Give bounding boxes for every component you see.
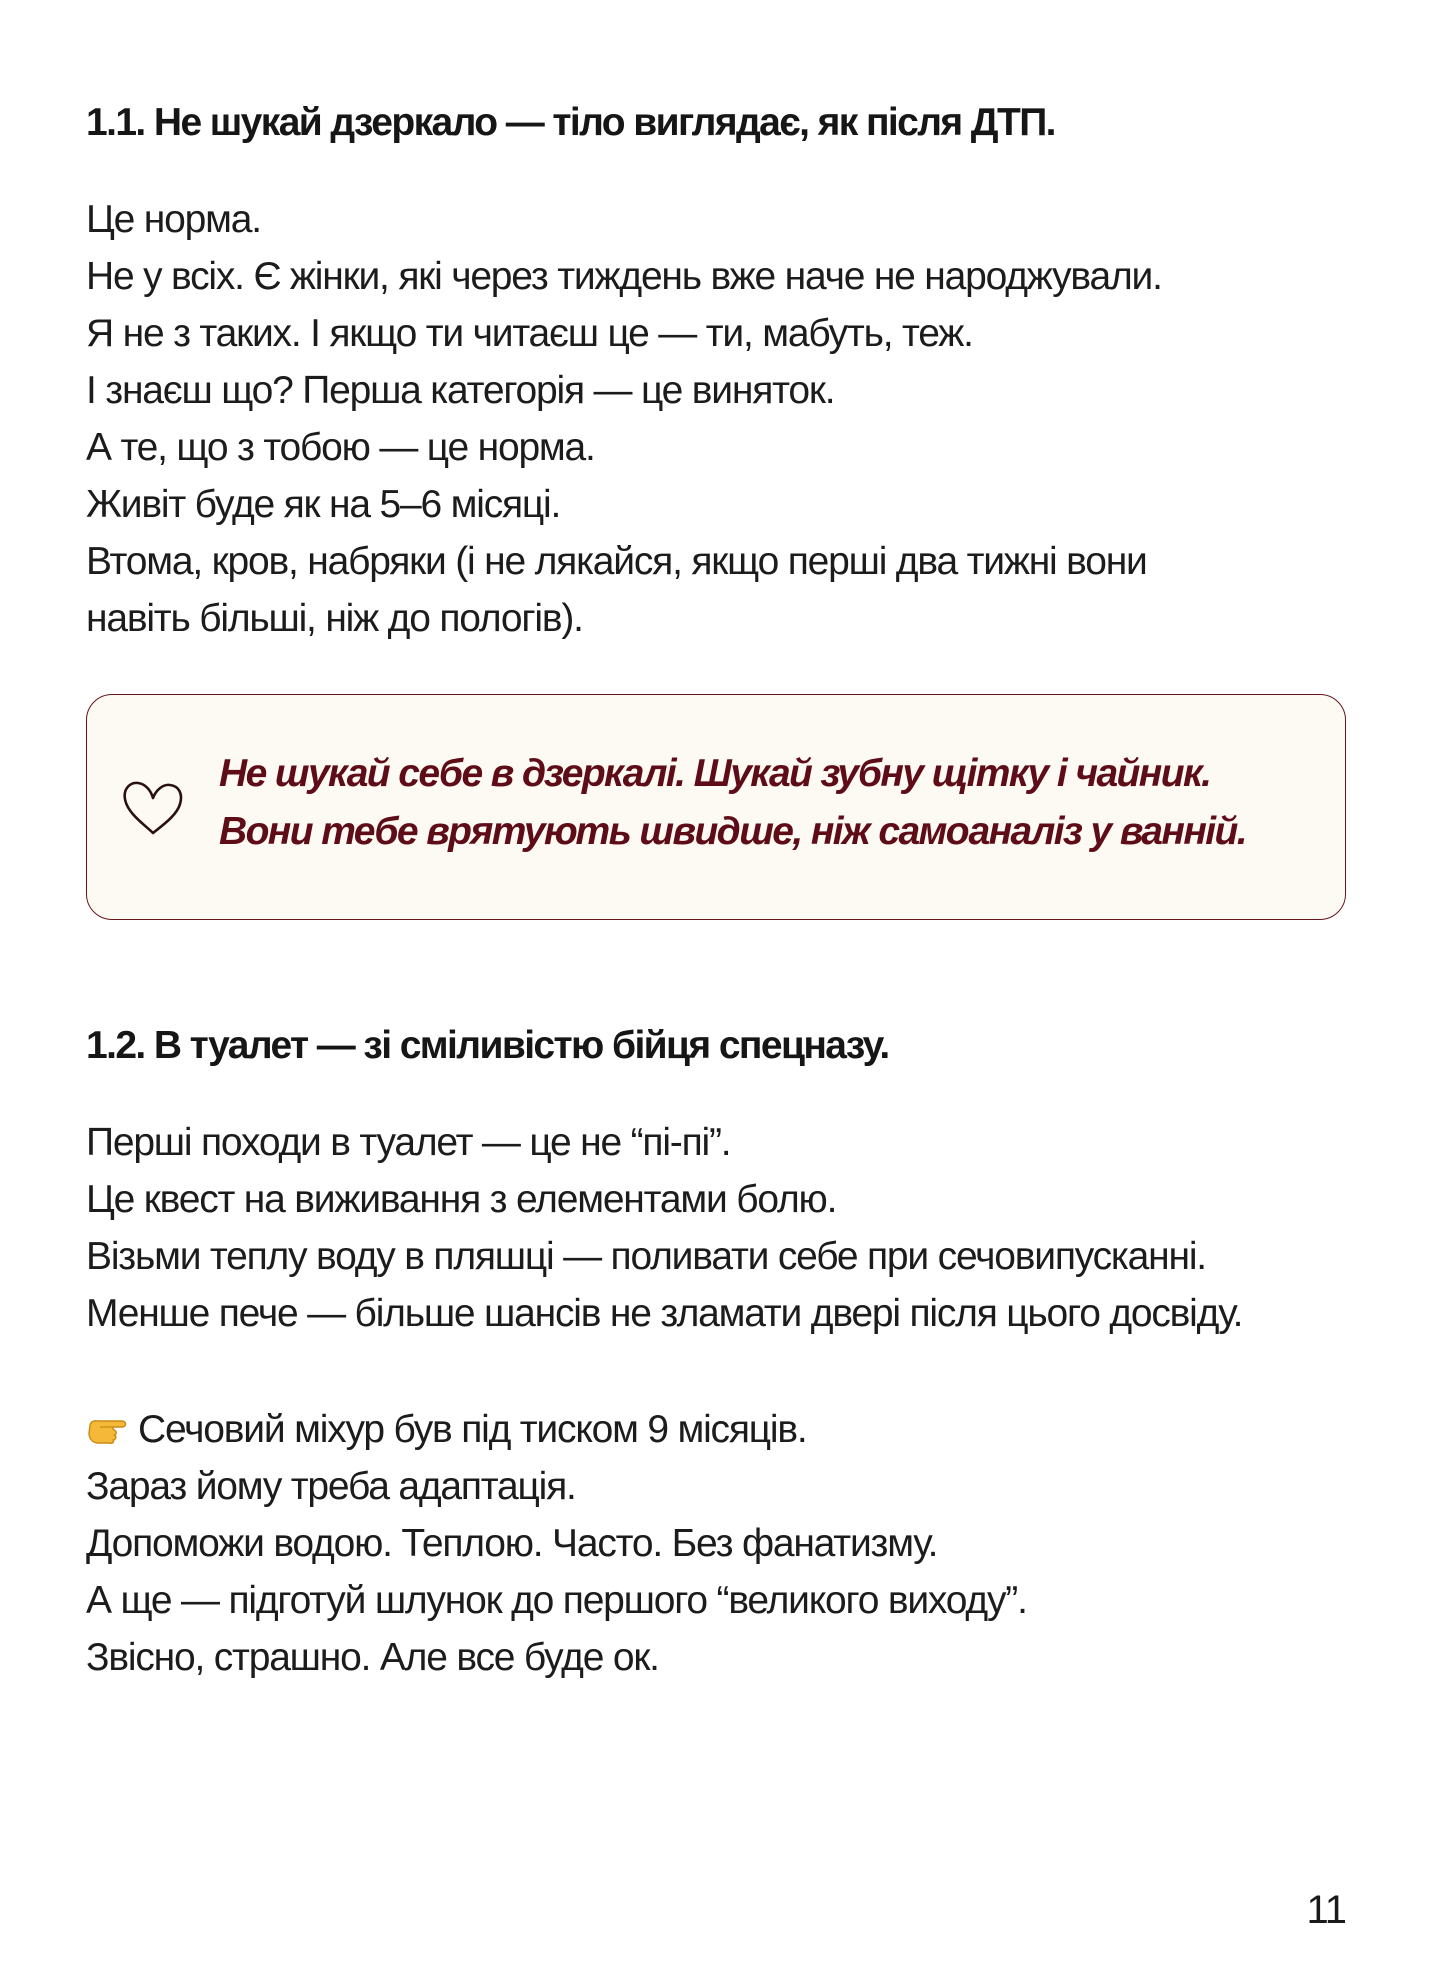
- section-1-1-line: навіть більші, ніж до пологів).: [86, 597, 583, 640]
- section-1-1-line: А те, що з тобою — це норма.: [86, 426, 595, 469]
- section-1-1-heading: 1.1. Не шукай дзеркало — тіло виглядає, як після ДТП.: [86, 101, 1055, 144]
- quote-callout: [86, 694, 1346, 920]
- section-1-1-line: Це норма.: [86, 198, 261, 241]
- section-1-2-body: [86, 1114, 1386, 1342]
- section-1-1-line: Живіт буде як на 5–6 місяці.: [86, 483, 561, 526]
- section-1-2-tip: [86, 1401, 1386, 1686]
- heart-outline-icon: [119, 777, 187, 839]
- section-1-2-line: Візьми теплу воду в пляшці — поливати себе при сечовипусканні.: [86, 1235, 1206, 1278]
- section-1-1-line: Не у всіх. Є жінки, які через тиждень вже наче не народжували.: [86, 255, 1162, 298]
- section-1-1-line: І знаєш що? Перша категорія — це виняток.: [86, 369, 835, 412]
- tip-first-line-text: Сечовий міхур був під тиском 9 місяців.: [138, 1408, 807, 1451]
- callout-text: [219, 745, 1246, 861]
- page-number: 11: [1306, 1888, 1346, 1932]
- callout-line: Вони тебе врятують швидше, ніж самоаналіз у ванній.: [219, 810, 1247, 853]
- pointing-hand-icon: [86, 1416, 130, 1444]
- section-1-1-body: [86, 191, 1386, 647]
- tip-first-line: [86, 1401, 1386, 1458]
- section-1-1-line: Втома, кров, набряки (і не лякайся, якщо перші два тижні вони: [86, 540, 1147, 583]
- tip-line: Звісно, страшно. Але все буде ок.: [86, 1636, 659, 1679]
- tip-line: Допоможи водою. Теплою. Часто. Без фанатизму.: [86, 1522, 938, 1565]
- section-1-2-line: Перші походи в туалет — це не “пі-пі”.: [86, 1121, 731, 1164]
- callout-line: Не шукай себе в дзеркалі. Шукай зубну щітку і чайник.: [219, 752, 1211, 795]
- section-1-2-line: Це квест на виживання з елементами болю.: [86, 1178, 837, 1221]
- section-1-2-line: Менше пече — більше шансів не зламати двері після цього досвіду.: [86, 1292, 1243, 1335]
- section-1-1-line: Я не з таких. І якщо ти читаєш це — ти, мабуть, теж.: [86, 312, 973, 355]
- tip-line: Зараз йому треба адаптація.: [86, 1465, 576, 1508]
- tip-line: А ще — підготуй шлунок до першого “великого виходу”.: [86, 1579, 1027, 1622]
- section-1-2-heading: 1.2. В туалет — зі сміливістю бійця спецназу.: [86, 1024, 889, 1067]
